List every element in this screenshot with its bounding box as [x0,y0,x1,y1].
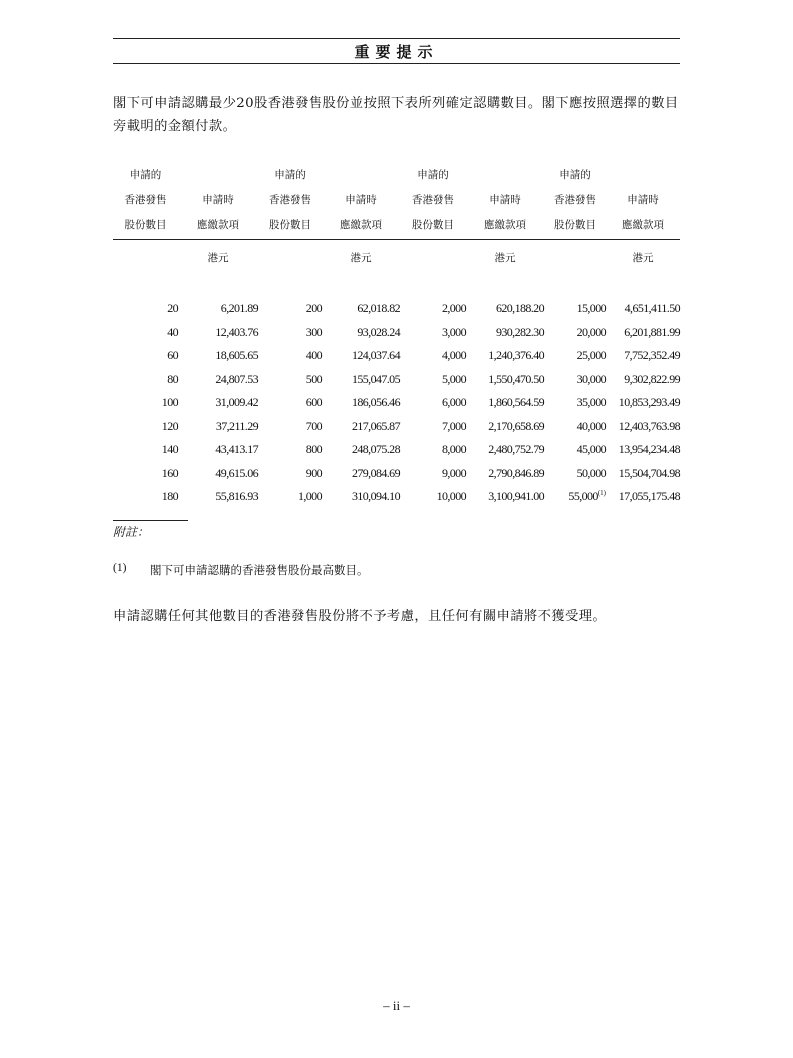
amount-value: 12,403,763.98 [618,418,680,433]
amount-value: 62,018.82 [357,301,400,316]
currency-unit-row [113,240,680,297]
shares-cell [544,415,606,439]
amount-cell [606,297,680,321]
amount-header [178,164,258,240]
amount-cell [606,462,680,486]
amount-value: 7,752,352.49 [624,348,680,363]
amount-value: 6,201,881.99 [624,324,680,339]
table-row [113,297,680,321]
shares-cell [400,344,466,368]
amount-cell [466,438,544,462]
shares-cell [113,485,178,509]
shares-value: 300 [305,324,322,339]
shares-header-line: 香港發售 [269,194,311,206]
amount-cell [606,321,680,345]
shares-value: 40 [167,324,178,339]
amount-cell [606,415,680,439]
shares-value: 500 [305,371,322,386]
amount-value: 3,100,941.00 [488,489,544,504]
shares-cell [544,368,606,392]
page-number: – ii – [383,998,410,1013]
shares-value: 200 [305,301,322,316]
amount-value: 2,170,658.69 [488,418,544,433]
amount-cell [322,344,400,368]
amount-cell [606,344,680,368]
shares-value: 55,000 [568,489,598,504]
shares-cell [400,297,466,321]
amount-cell [322,391,400,415]
shares-header-line: 香港發售 [412,194,454,206]
shares-value: 35,000 [576,395,606,410]
shares-value: 120 [161,418,178,433]
amount-value: 12,403.76 [215,324,258,339]
shares-value: 4,000 [441,348,466,363]
amount-value: 2,480,752.79 [488,442,544,457]
amount-header [322,164,400,240]
amount-cell [466,297,544,321]
amount-cell [322,415,400,439]
unit-spacer [258,240,322,297]
amount-value: 310,094.10 [351,489,400,504]
shares-cell [113,462,178,486]
currency-unit: 港元 [632,252,654,264]
shares-cell [258,321,322,345]
amount-header-line: 應繳款項 [466,214,544,240]
shares-cell [544,297,606,321]
shares-value: 700 [305,418,322,433]
table-row [113,368,680,392]
shares-value: 40,000 [576,418,606,433]
shares-value: 50,000 [576,465,606,480]
note-text: 閣下可申請認購的香港發售股份最高數目。 [150,563,369,577]
amount-header [606,164,680,240]
amount-value: 37,211.29 [215,418,258,433]
shares-value: 7,000 [441,418,466,433]
amount-cell [322,297,400,321]
shares-header-line: 股份數目 [400,214,466,240]
amount-header-line: 申請時 [345,194,377,206]
shares-cell [258,415,322,439]
unit-spacer [113,240,178,297]
amount-value: 930,282.30 [495,324,544,339]
amount-cell [606,391,680,415]
shares-cell [258,344,322,368]
shares-value: 9,000 [441,465,466,480]
amount-header-line: 應繳款項 [606,214,680,240]
amount-cell [606,368,680,392]
currency-unit: 港元 [207,252,229,264]
shares-cell [400,462,466,486]
shares-cell [113,438,178,462]
shares-cell [400,368,466,392]
amount-cell [466,321,544,345]
shares-value: 20,000 [576,324,606,339]
table-row [113,391,680,415]
shares-cell [258,485,322,509]
shares-cell [113,415,178,439]
shares-cell [258,297,322,321]
shares-cell [113,344,178,368]
page-header-title: 重要提示 [354,43,439,61]
shares-value: 800 [305,442,322,457]
shares-value: 3,000 [441,324,466,339]
shares-header-line: 股份數目 [113,214,178,240]
header-top-rule [113,38,680,39]
amount-cell [322,368,400,392]
amount-value: 155,047.05 [351,371,400,386]
closing-paragraph: 申請認購任何其他數目的香港發售股份將不予考慮，且任何有關申請將不獲受理。 [113,609,607,624]
shares-header-line: 香港發售 [554,194,596,206]
shares-value: 6,000 [441,395,466,410]
shares-cell [400,391,466,415]
amount-value: 15,504,704.98 [618,465,680,480]
shares-value: 600 [305,395,322,410]
amount-value: 1,550,470.50 [488,371,544,386]
amount-cell [178,438,258,462]
shares-value: 80 [167,371,178,386]
shares-value: 25,000 [576,348,606,363]
header-bottom-rule [113,63,680,64]
shares-cell [544,485,606,509]
shares-header [400,164,466,240]
unit-spacer [544,240,606,297]
amount-value: 248,075.28 [351,442,400,457]
shares-cell [258,391,322,415]
currency-unit: 港元 [494,252,516,264]
shares-cell [258,368,322,392]
shares-cell [113,391,178,415]
amount-header-line: 應繳款項 [322,214,400,240]
shares-cell [544,321,606,345]
shares-value: 1,000 [297,489,322,504]
shares-header-line: 股份數目 [544,214,606,240]
application-amount-table [113,164,680,509]
shares-header-line: 香港發售 [124,194,167,206]
amount-value: 6,201.89 [220,301,258,316]
amount-cell [606,485,680,509]
shares-value: 45,000 [576,442,606,457]
shares-cell [113,368,178,392]
shares-value: 8,000 [441,442,466,457]
amount-header [466,164,544,240]
amount-cell [178,297,258,321]
shares-value: 900 [305,465,322,480]
amount-value: 13,954,234.48 [618,442,680,457]
shares-value: 2,000 [441,301,466,316]
amount-value: 17,055,175.48 [618,489,680,504]
amount-value: 217,065.87 [351,418,400,433]
shares-cell [113,321,178,345]
amount-cell [466,415,544,439]
shares-value: 160 [161,465,178,480]
shares-cell [113,297,178,321]
shares-cell [400,321,466,345]
shares-value: 10,000 [436,489,466,504]
amount-value: 55,816.93 [215,489,258,504]
table-row [113,321,680,345]
shares-cell [258,462,322,486]
amount-cell [606,438,680,462]
shares-header-line: 申請的 [129,169,162,181]
notes-label: 附註： [113,525,150,539]
amount-header-line: 申請時 [202,194,234,206]
currency-unit: 港元 [350,252,372,264]
amount-value: 279,084.69 [351,465,400,480]
shares-value: 30,000 [576,371,606,386]
amount-cell [178,415,258,439]
amount-cell [466,462,544,486]
amount-cell [322,462,400,486]
shares-cell [544,462,606,486]
amount-cell [178,321,258,345]
amount-value: 620,188.20 [495,301,544,316]
shares-header-line: 申請的 [274,169,306,181]
shares-cell [258,438,322,462]
shares-cell [400,438,466,462]
intro-paragraph: 閣下可申請認購最少20股香港發售股份並按照下表所列確定認購數目。閣下應按照選擇的數目旁載明的金額付款。 [113,96,679,134]
table-row [113,462,680,486]
shares-header-line: 申請的 [559,169,591,181]
amount-value: 43,413.17 [215,442,258,457]
shares-value: 5,000 [441,371,466,386]
shares-value: 100 [161,395,178,410]
table-row [113,438,680,462]
amount-header-line: 應繳款項 [178,214,258,240]
shares-cell [400,485,466,509]
notes-divider [113,520,188,521]
table-header-row [113,164,680,240]
amount-cell [178,485,258,509]
table-row [113,344,680,368]
amount-value: 49,615.06 [215,465,258,480]
amount-value: 2,790,846.89 [488,465,544,480]
shares-header [544,164,606,240]
table-row [113,415,680,439]
amount-cell [322,438,400,462]
unit-spacer [400,240,466,297]
amount-value: 93,028.24 [357,324,400,339]
note-marker: (1) [113,562,127,574]
amount-value: 9,302,822.99 [624,371,680,386]
amount-value: 1,240,376.40 [488,348,544,363]
amount-value: 18,605.65 [215,348,258,363]
amount-cell [322,321,400,345]
amount-cell [466,344,544,368]
amount-cell [178,368,258,392]
shares-value: 400 [305,348,322,363]
amount-value: 1,860,564.59 [488,395,544,410]
amount-value: 24,807.53 [215,371,258,386]
amount-cell [322,485,400,509]
shares-value: 140 [161,442,178,457]
amount-cell [466,485,544,509]
amount-header-line: 申請時 [627,194,659,206]
shares-header [258,164,322,240]
shares-value: 20 [167,301,178,316]
shares-cell [544,344,606,368]
shares-header-line: 申請的 [417,169,449,181]
amount-cell [466,391,544,415]
shares-value: 15,000 [576,301,606,316]
table-row [113,485,680,509]
amount-value: 10,853,293.49 [618,395,680,410]
amount-cell [178,462,258,486]
amount-value: 186,056.46 [351,395,400,410]
shares-value: 180 [161,489,178,504]
shares-cell [400,415,466,439]
shares-header [113,164,178,240]
amount-cell [178,344,258,368]
amount-value: 31,009.42 [215,395,258,410]
shares-cell [544,391,606,415]
amount-header-line: 申請時 [489,194,521,206]
shares-value: 60 [167,348,178,363]
note-reference-mark: (1) [597,489,606,498]
shares-cell [544,438,606,462]
amount-value: 4,651,411.50 [624,301,680,316]
amount-value: 124,037.64 [351,348,400,363]
shares-header-line: 股份數目 [258,214,322,240]
amount-cell [466,368,544,392]
amount-cell [178,391,258,415]
